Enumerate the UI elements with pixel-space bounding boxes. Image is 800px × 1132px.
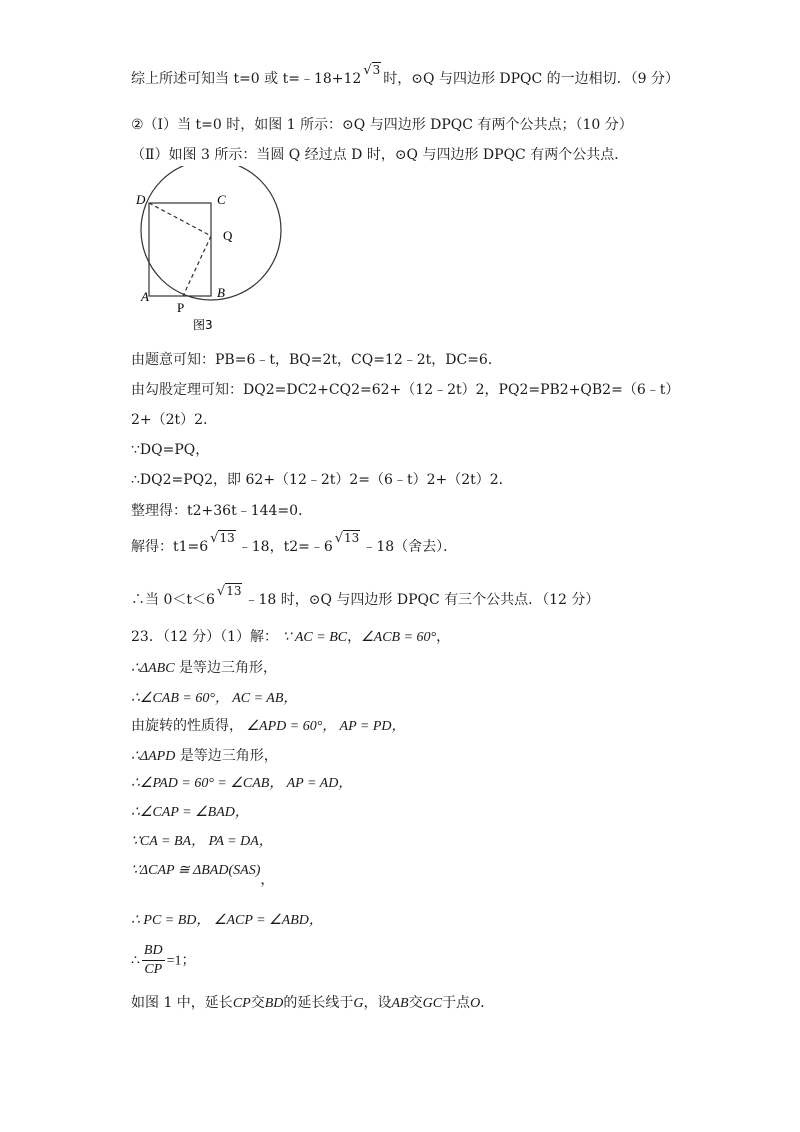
line-pad: ∴∠PAD = 60° = ∠CAB， AP = AD， xyxy=(131,776,353,791)
line-rotation: 由旋转的性质得， ∠APD = 60°， AP = PD， xyxy=(131,718,406,734)
rectangle-abcd xyxy=(149,203,211,296)
line-three-points: ∴当 0＜t＜6√13﹣18 时，⊙Q 与四边形 DPQC 有三个公共点．（12 分） xyxy=(131,590,599,611)
line-simplify: 整理得：t2+36t﹣144=0． xyxy=(131,503,313,519)
sqrt-expression: √13 xyxy=(216,584,242,599)
line-extend: 如图 1 中，延长CP交BD的延长线于G，设AB交GC于点O． xyxy=(131,995,495,1011)
line-tangent-conclusion: 综上所述可知当 t=0 或 t=﹣18+12√3时，⊙Q 与四边形 DPQC 的一边相切．（9 分） xyxy=(131,69,679,90)
label-p: P xyxy=(177,300,185,315)
segment-dq xyxy=(149,203,211,236)
figure-caption: 图3 xyxy=(193,318,213,332)
label-c: C xyxy=(217,192,226,207)
line-squared-eq: ∴DQ2=PQ2，即 62+（12﹣2t）2=（6﹣t）2+（2t）2． xyxy=(131,472,513,488)
line-given: 由题意可知：PB=6﹣t，BQ=2t，CQ=12﹣2t，DC=6． xyxy=(131,352,502,368)
label-a: A xyxy=(141,289,149,304)
line-problem-23: 23．（12 分）（1）解： ∵ AC = BC，∠ACB = 60°， xyxy=(131,629,451,645)
fraction-bd-cp: $\frac{BD}{CP}$ xyxy=(143,943,163,977)
segment-qp xyxy=(183,236,211,296)
label-d: D xyxy=(136,192,146,207)
line-equilateral-apd: ∴ΔAPD 是等边三角形， xyxy=(131,748,278,764)
line-case-2: （Ⅱ）如图 3 所示：当圆 Q 经过点 D 时，⊙Q 与四边形 DPQC 有两个公共点． xyxy=(131,147,629,163)
line-ratio: ∴ $\frac{BD}{CP}$ =1； xyxy=(131,943,196,977)
line-congruent: ∵ΔCAP ≅ ΔBAD(SAS)， xyxy=(131,863,275,888)
line-pythagoras-cont: 2+（2t）2． xyxy=(131,412,218,428)
line-case-1: ②（Ⅰ）当 t=0 时，如图 1 所示：⊙Q 与四边形 DPQC 有两个公共点；（10 分） xyxy=(131,117,633,133)
line-solutions: 解得：t1=6√13﹣18，t2=﹣6√13﹣18（舍去）． xyxy=(131,537,457,558)
line-ca-ba: ∵CA = BA， PA = DA， xyxy=(131,834,273,849)
line-pythagoras: 由勾股定理可知：DQ2=DC2+CQ2=62+（12﹣2t）2，PQ2=PB2+QB2=（6﹣t） xyxy=(131,382,680,398)
sqrt-expression: √3 xyxy=(363,63,381,78)
label-q: Q xyxy=(223,228,233,243)
figure-3-diagram xyxy=(131,166,286,334)
line-cab: ∴∠CAB = 60°， AC = AB， xyxy=(131,691,298,706)
line-pc-bd: ∴ PC = BD， ∠ACP = ∠ABD， xyxy=(131,913,323,928)
sqrt-expression: √13 xyxy=(334,531,360,546)
label-b: B xyxy=(217,285,225,300)
line-equilateral-abc: ∴ΔABC 是等边三角形， xyxy=(131,660,278,676)
line-dq-eq-pq: ∵DQ=PQ， xyxy=(131,442,210,458)
sqrt-expression: √13 xyxy=(210,531,235,546)
line-cap-bad: ∴∠CAP = ∠BAD， xyxy=(131,805,249,820)
